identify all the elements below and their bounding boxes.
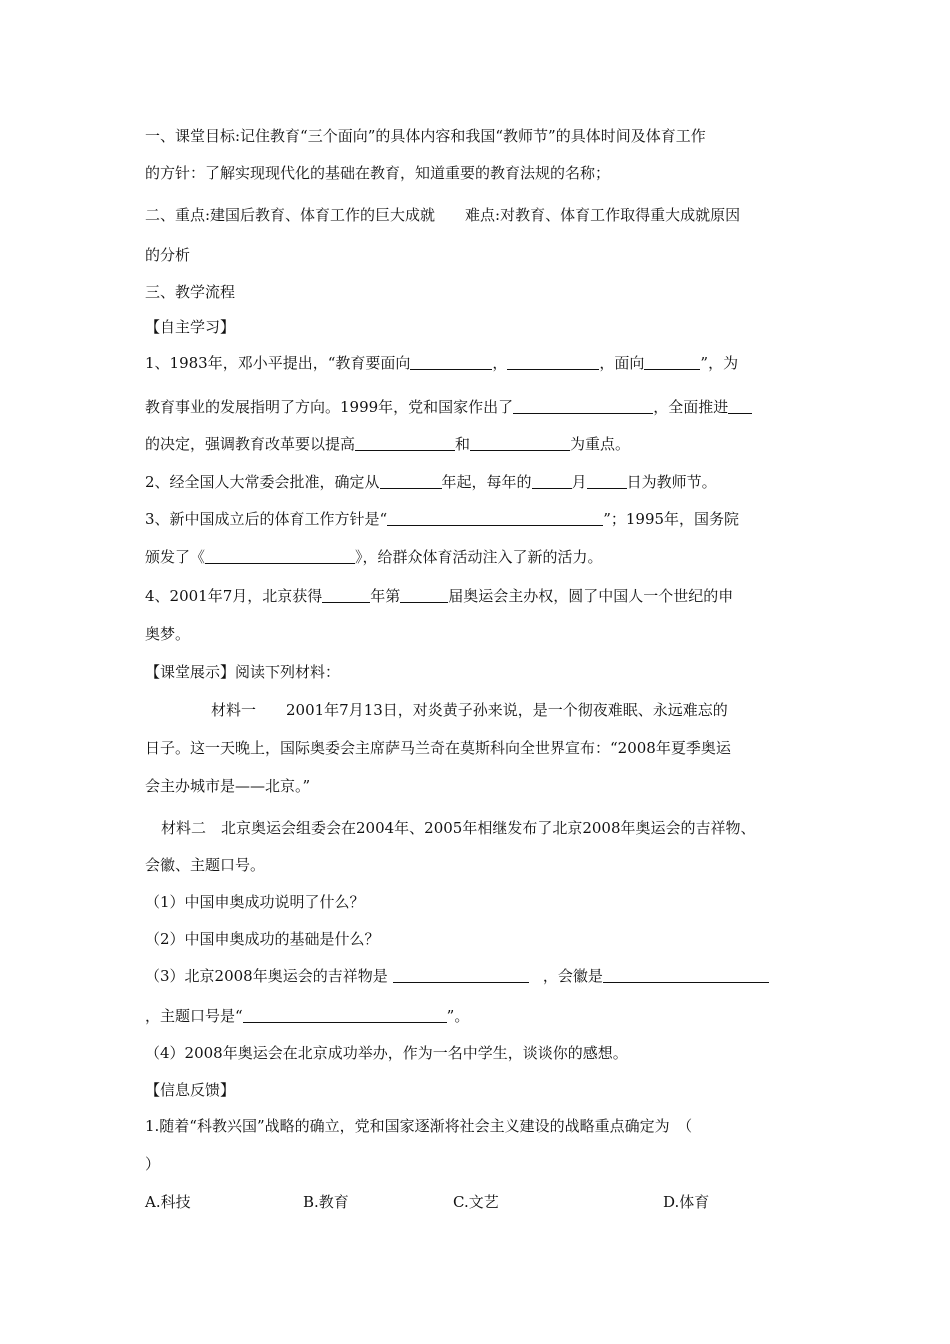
q1-text-a: 1、1983年，邓小平提出，“教育要面向 bbox=[145, 354, 411, 372]
q1-text-d: ”，为 bbox=[700, 354, 739, 372]
q3-text-b: ”；1995年，国务院 bbox=[603, 510, 740, 528]
feedback-header: 【信息反馈】 bbox=[145, 1081, 236, 1099]
self-study-header: 【自主学习】 bbox=[145, 318, 236, 336]
q1-text-i: 为重点。 bbox=[570, 435, 631, 453]
answer-blank[interactable] bbox=[205, 548, 355, 564]
goals-line-2: 的方针：了解实现现代化的基础在教育，知道重要的教育法规的名称； bbox=[145, 164, 611, 182]
keypoints-line-1: 二、重点:建国后教育、体育工作的巨大成就 难点:对教育、体育工作取得重大成就原因 bbox=[145, 206, 741, 224]
q4-text-c: 届奥运会主办权，圆了中国人一个世纪的申 bbox=[448, 587, 734, 605]
material-1-line-1: 材料一 2001年7月13日，对炎黄子孙来说，是一个彻夜难眠、永远难忘的 bbox=[211, 701, 728, 719]
q1-text-g: 的决定，强调教育改革要以提高 bbox=[145, 435, 356, 453]
p3-text-d: ”。 bbox=[446, 1007, 470, 1025]
display-question-2: （2）中国申奥成功的基础是什么？ bbox=[145, 930, 380, 948]
answer-blank[interactable] bbox=[603, 967, 769, 983]
material-2-line-1: 材料二 北京奥运会组委会在2004年、2005年相继发布了北京2008年奥运会的吉祥物、 bbox=[161, 819, 756, 837]
answer-blank[interactable] bbox=[410, 354, 492, 370]
feedback-question-1-line-2: ） bbox=[145, 1155, 161, 1173]
answer-blank[interactable] bbox=[322, 587, 370, 603]
q1-text-f: ，全面推进 bbox=[653, 398, 729, 416]
q4-text-a: 4、2001年7月，北京获得 bbox=[145, 587, 323, 605]
p3-text-c: ，主题口号是“ bbox=[145, 1007, 243, 1025]
self-study-q4-line-1 bbox=[145, 586, 733, 606]
option-a[interactable]: A.科技 bbox=[145, 1193, 191, 1211]
q3-text-a: 3、新中国成立后的体育工作方针是“ bbox=[145, 510, 388, 528]
option-d[interactable]: D.体育 bbox=[663, 1193, 710, 1211]
self-study-q1-line-1 bbox=[145, 353, 738, 373]
answer-blank[interactable] bbox=[400, 587, 448, 603]
goals-line-1: 一、课堂目标:记住教育“三个面向”的具体内容和我国“教师节”的具体时间及体育工作 bbox=[145, 127, 706, 145]
process-title: 三、教学流程 bbox=[145, 283, 236, 301]
display-header: 【课堂展示】阅读下列材料： bbox=[145, 663, 341, 681]
display-question-1: （1）中国申奥成功说明了什么？ bbox=[145, 893, 365, 911]
answer-blank[interactable] bbox=[243, 1007, 447, 1023]
p3-text-b: ，会徽是 bbox=[542, 967, 603, 985]
self-study-q3-line-1 bbox=[145, 509, 739, 529]
feedback-question-1-line-1: 1.随着“科教兴国”战略的确立，党和国家逐渐将社会主义建设的战略重点确定为 （ bbox=[145, 1117, 693, 1135]
self-study-q1-line-3 bbox=[145, 434, 630, 454]
display-question-3-line-1 bbox=[145, 966, 769, 986]
option-c[interactable]: C.文艺 bbox=[453, 1193, 499, 1211]
answer-blank[interactable] bbox=[380, 473, 442, 489]
answer-blank[interactable] bbox=[470, 435, 570, 451]
q1-text-b: ， bbox=[492, 354, 508, 372]
q2-text-b: 年起，每年的 bbox=[441, 473, 532, 491]
q3-text-d: 》，给群众体育活动注入了新的活力。 bbox=[355, 548, 603, 566]
self-study-q1-line-2 bbox=[145, 397, 752, 417]
answer-blank[interactable] bbox=[513, 398, 653, 414]
q1-text-c: ，面向 bbox=[599, 354, 645, 372]
keypoints-line-2: 的分析 bbox=[145, 246, 191, 264]
self-study-q2 bbox=[145, 472, 717, 492]
material-1-line-2: 日子。这一天晚上，国际奥委会主席萨马兰奇在莫斯科向全世界宣布：“2008年夏季奥运 bbox=[145, 739, 731, 757]
answer-blank[interactable] bbox=[393, 967, 529, 983]
answer-blank[interactable] bbox=[644, 354, 700, 370]
material-1-line-3: 会主办城市是——北京。” bbox=[145, 777, 311, 795]
answer-blank[interactable] bbox=[532, 473, 572, 489]
q2-text-d: 日为教师节。 bbox=[626, 473, 717, 491]
material-2-line-2: 会徽、主题口号。 bbox=[145, 856, 266, 874]
display-question-4: （4）2008年奥运会在北京成功举办，作为一名中学生，谈谈你的感想。 bbox=[145, 1044, 628, 1062]
answer-blank[interactable] bbox=[507, 354, 599, 370]
q2-text-a: 2、经全国人大常委会批准，确定从 bbox=[145, 473, 380, 491]
q4-text-b: 年第 bbox=[370, 587, 401, 605]
q3-text-c: 颁发了《 bbox=[145, 548, 206, 566]
answer-blank[interactable] bbox=[587, 473, 627, 489]
answer-blank[interactable] bbox=[728, 398, 752, 414]
answer-blank[interactable] bbox=[387, 510, 603, 526]
display-question-3-line-2 bbox=[145, 1006, 469, 1026]
self-study-q3-line-2 bbox=[145, 547, 603, 567]
q1-text-e: 教育事业的发展指明了方向。1999年，党和国家作出了 bbox=[145, 398, 514, 416]
self-study-q4-line-2: 奥梦。 bbox=[145, 625, 191, 643]
option-b[interactable]: B.教育 bbox=[303, 1193, 349, 1211]
q2-text-c: 月 bbox=[571, 473, 587, 491]
q1-text-h: 和 bbox=[455, 435, 471, 453]
answer-blank[interactable] bbox=[355, 435, 455, 451]
p3-text-a: （3）北京2008年奥运会的吉祥物是 bbox=[145, 967, 388, 985]
